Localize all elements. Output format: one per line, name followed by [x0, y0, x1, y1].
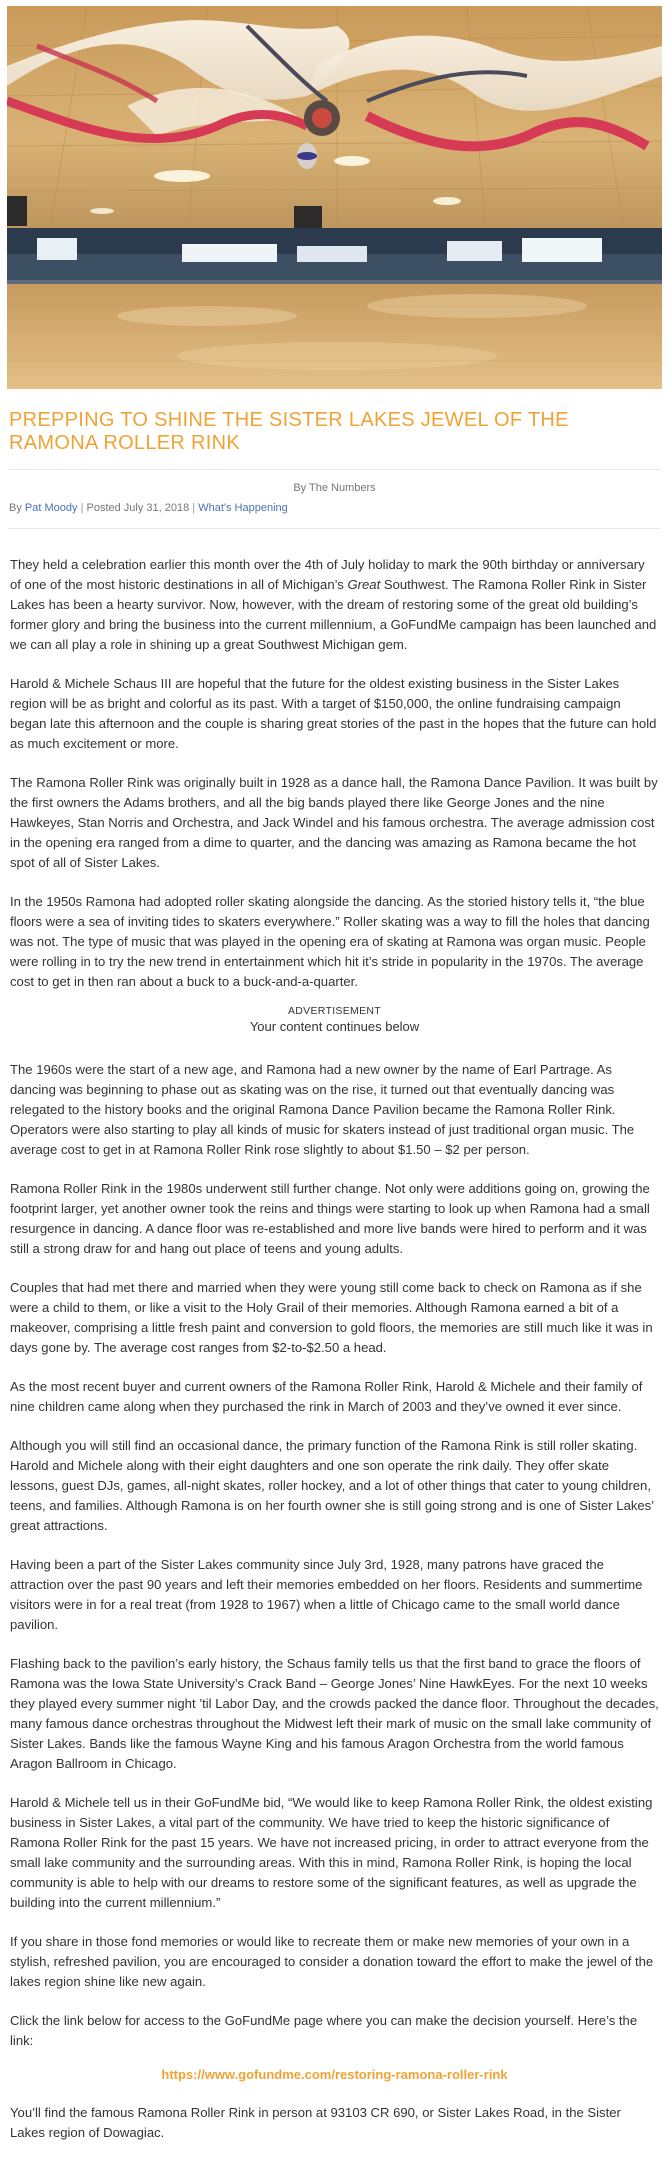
paragraph: Couples that had met there and married when they were young still come back to check on Ramona as if she were a child to them, or like a visit to the Holy Grail of their memories. Although Ramona earned a bit of a makeover, comprising a little fresh paint and conversion to gold floors, the memories are still much like it was in days gone by. The average cost ranges from $2-to-$2.50 a head. [10, 1280, 653, 1355]
advertisement-label: ADVERTISEMENT [288, 1005, 381, 1017]
paragraph: The Ramona Roller Rink was originally built in 1928 as a dance hall, the Ramona Dance Pavilion. It was built by the first owners the Adams brothers, and all the big bands played there like George Jones and the nine Hawkeyes, Stan Norris and Orchestra, and Jack Windel and his famous orchestra. The average admission cost in the opening era ranged from a dime to quarter, and the dancing was amazing as Ramona became the hot spot of all of Sister Lakes. [10, 775, 658, 870]
paragraph: Having been a part of the Sister Lakes community since July 3rd, 1928, many patrons have graced the attraction over the past 90 years and left their memories embedded on her floors. Residents and summertime visitors were in for a real treat (from 1928 to 1967) when a little of Chicago came to the small world dance pavilion. [10, 1557, 643, 1632]
paragraph: They held a celebration earlier this month over the 4th of July holiday to mark the 90th birthday or anniversary of one of the most historic destinations in all of Michigan’s Great Southwest. The Ramona Roller Rink in Sister Lakes has been a hearty survivor. Now, however, with the dream of restoring some of the great old building’s former glory and bring the business into the current millennium, a GoFundMe campaign has been launched and we can all play a role in shining up a great Southwest Michigan gem. [10, 557, 657, 652]
paragraph: Harold & Michele Schaus III are hopeful that the future for the oldest existing business in the Sister Lakes region will be as bright and colorful as its past. With a target of $150,000, the online fundraising campaign began late this afternoon and the couple is sharing great stories of the past in the hopes that the future can hold as much excitement or more. [10, 676, 657, 751]
roller-rink-interior-photo [7, 6, 662, 389]
hero-image [7, 6, 662, 389]
article-body [7, 529, 662, 2143]
gofundme-link-container [10, 2066, 659, 2084]
article-header [7, 389, 662, 529]
byline-prefix: By [9, 502, 22, 514]
paragraph: Flashing back to the pavilion’s early history, the Schaus family tells us that the first band to grace the floors of Ramona was the Iowa State University’s Crack Band – George Jones’ Nine HawkEyes. For the next 10 weeks they played every summer night ’til Labor Day, and the crowds packed the dance floor. Throughout the decades, many famous dance orchestras throughout the Midwest left their mark of music on the small lake community of Sister Lakes. Bands like the famous Wayne King and his famous Aragon Orchestra from the world famous Aragon Ballroom in Chicago. [10, 1656, 659, 1771]
paragraph: As the most recent buyer and current owners of the Ramona Roller Rink, Harold & Michele and their family of nine children came along when they purchased the rink in March of 2003 and they’ve owned it ever since. [10, 1379, 643, 1414]
paragraph: Although you will still find an occasional dance, the primary function of the Ramona Rink is still roller skating. Harold and Michele along with their eight daughters and one son operate the rink daily. They offer skate lessons, guest DJs, games, all-night skates, roller hockey, and a lot of other things that cater to young children, teens, and families. Although Ramona is on her fourth owner she is still going strong and is one of Sister Lakes’ great attractions. [10, 1438, 654, 1533]
paragraph: Ramona Roller Rink in the 1980s underwent still further change. Not only were additions going on, growing the footprint larger, yet another owner took the reins and things were starting to look up when Ramona had a small resurgence in dancing. A dance floor was re-established and more live bands were hired to perform and it was still a strong draw for and hang out place of teens and young adults. [10, 1181, 650, 1256]
category-link[interactable]: What's Happening [198, 502, 288, 514]
paragraph: In the 1950s Ramona had adopted roller skating alongside the dancing. As the storied history tells it, “the blue floors were a sea of inviting tides to skaters everywhere.” Roller skating was a way to fill the holes that dancing was not. The type of music that was played in the opening era of skating at Ramona was organ music. People were rolling in to try the new trend in entertainment which hit it’s stride in popularity in the 1970s. The average cost to get in then ran about a buck to a buck-and-a-quarter. [10, 894, 650, 989]
article-source: By The Numbers [293, 482, 376, 494]
article-meta [9, 502, 660, 514]
article-page [0, 6, 669, 2143]
closing-paragraph: You’ll find the famous Ramona Roller Rink in person at 93103 CR 690, or Sister Lakes Road, in the Sister Lakes region of Dowagiac. [10, 2105, 621, 2140]
divider [9, 469, 660, 470]
article-title: PREPPING TO SHINE THE SISTER LAKES JEWEL OF THE RAMONA ROLLER RINK [9, 409, 569, 454]
meta-separator: | [80, 502, 84, 514]
paragraph: The 1960s were the start of a new age, and Ramona had a new owner by the name of Earl Partrage. As dancing was beginning to phase out as skating was on the rise, it turned out that eventually dancing was relegated to the history books and the original Ramona Dance Pavilion became the Ramona Roller Rink. Operators were also starting to play all kinds of music for skaters instead of just traditional organ music. The average cost to get in at Ramona Roller Rink rose slightly to about $1.50 – $2 per person. [10, 1062, 635, 1157]
paragraph: Click the link below for access to the GoFundMe page where you can make the decision yourself. Here’s the link: [10, 2013, 638, 2048]
advertisement-slot [10, 1005, 659, 1034]
author-link[interactable]: Pat Moody [24, 502, 78, 514]
meta-separator: | [192, 502, 196, 514]
posted-date: Posted July 31, 2018 [86, 502, 190, 514]
paragraph: Harold & Michele tell us in their GoFundMe bid, “We would like to keep Ramona Roller Rink, the oldest existing business in Sister Lakes, a vital part of the community. We have tried to keep the historic significance of Ramona Roller Rink for the past 15 years. We have not increased pricing, in order to attract everyone from the small lake community and the surrounding areas. With this in mind, Ramona Roller Rink, is hoping the local community is able to help with our dreams to restore some of the significant features, as well as upgrade the building into the current millennium.” [10, 1795, 653, 1910]
gofundme-link[interactable]: https://www.gofundme.com/restoring-ramona-roller-rink [161, 2067, 508, 2082]
paragraph: If you share in those fond memories or would like to recreate them or make new memories of your own in a stylish, refreshed pavilion, you are encouraged to consider a donation toward the effort to make the jewel of the lakes region shine like new again. [10, 1934, 654, 1989]
advertisement-subtext: Your content continues below [249, 1019, 420, 1034]
